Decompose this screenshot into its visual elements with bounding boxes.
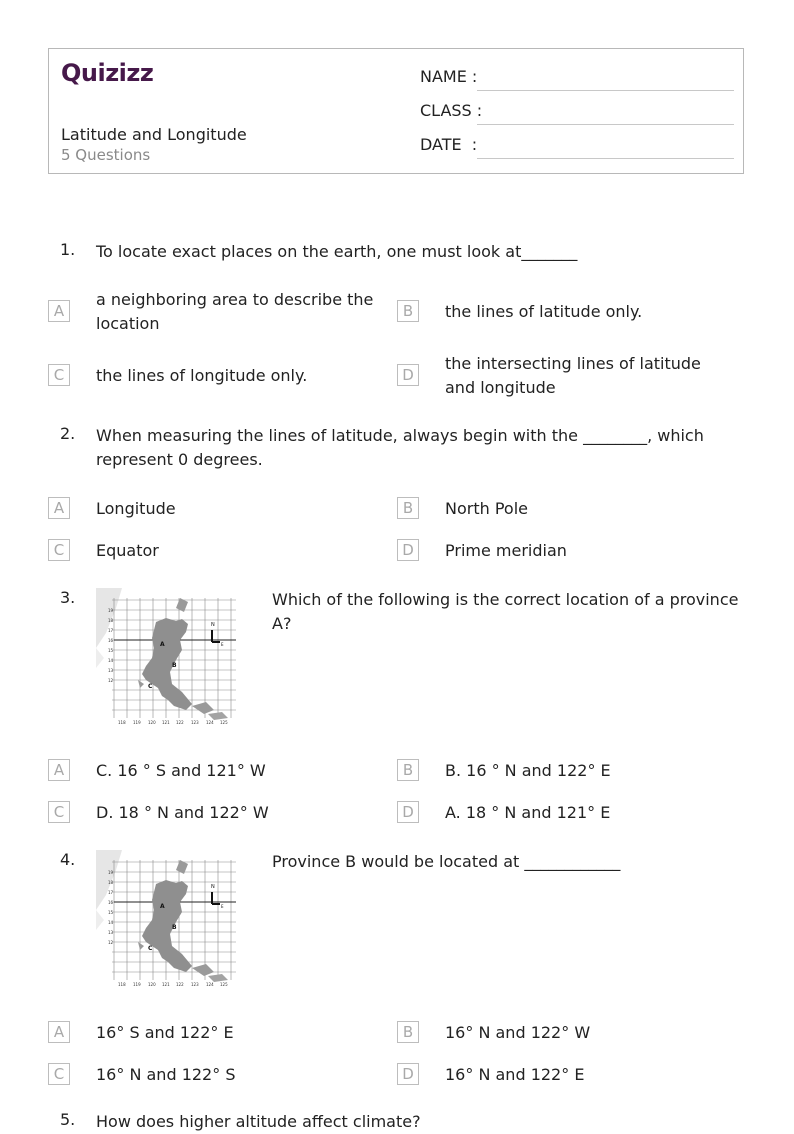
question-number: 5. bbox=[60, 1110, 76, 1129]
option-text: Prime meridian bbox=[445, 541, 567, 560]
option-text: a neighboring area to describe the location bbox=[96, 290, 374, 333]
option-letter-box: C bbox=[48, 364, 70, 386]
option-letter-box: A bbox=[48, 497, 70, 519]
option-text: A. 18 ° N and 121° E bbox=[445, 803, 611, 822]
option-text: 16° N and 122° S bbox=[96, 1065, 236, 1084]
class-label: CLASS : bbox=[420, 101, 483, 120]
option-text: 16° S and 122° E bbox=[96, 1023, 234, 1042]
option-letter-box: D bbox=[397, 364, 419, 386]
y-tick: 15 bbox=[108, 648, 114, 653]
x-tick: 124 bbox=[206, 720, 214, 725]
option-letter-box: D bbox=[397, 1063, 419, 1085]
y-tick: 18 bbox=[108, 880, 114, 885]
map-label-c: C bbox=[148, 683, 153, 690]
x-tick: 123 bbox=[191, 720, 199, 725]
date-label: DATE : bbox=[420, 135, 478, 154]
option-text: 16° N and 122° E bbox=[445, 1065, 585, 1084]
y-tick: 14 bbox=[108, 920, 114, 925]
option-text: the intersecting lines of latitude and longitude bbox=[445, 354, 701, 397]
option-letter-box: C bbox=[48, 801, 70, 823]
question-number: 2. bbox=[60, 424, 76, 443]
y-tick: 15 bbox=[108, 910, 114, 915]
question-text: Which of the following is the correct location of a province A? bbox=[272, 590, 739, 633]
x-tick: 124 bbox=[206, 982, 214, 987]
option-letter-box: B bbox=[397, 759, 419, 781]
compass-east: E bbox=[221, 642, 224, 647]
question-text: To locate exact places on the earth, one must look at_______ bbox=[96, 242, 578, 261]
x-tick: 118 bbox=[118, 982, 126, 987]
question-number: 3. bbox=[60, 588, 76, 607]
option-text: Longitude bbox=[96, 499, 176, 518]
option-letter-box: D bbox=[397, 801, 419, 823]
question-text: Province B would be located at ____________ bbox=[272, 852, 621, 871]
y-tick: 12 bbox=[108, 678, 114, 683]
option-text: C. 16 ° S and 121° W bbox=[96, 761, 266, 780]
y-tick: 19 bbox=[108, 870, 114, 875]
compass-east: E bbox=[221, 904, 224, 909]
y-tick: 18 bbox=[108, 618, 114, 623]
x-tick: 122 bbox=[176, 720, 184, 725]
x-tick: 125 bbox=[220, 982, 228, 987]
option-letter-box: C bbox=[48, 1063, 70, 1085]
y-tick: 16 bbox=[108, 638, 114, 643]
map-label-b: B bbox=[172, 924, 177, 931]
map-label-b: B bbox=[172, 662, 177, 669]
option-letter-box: A bbox=[48, 1021, 70, 1043]
option-letter-box: A bbox=[48, 300, 70, 322]
x-tick: 122 bbox=[176, 982, 184, 987]
question-text: When measuring the lines of latitude, always begin with the ________, which represent 0 degrees. bbox=[96, 426, 704, 469]
question-count: 5 Questions bbox=[61, 146, 151, 164]
class-line[interactable] bbox=[477, 124, 734, 125]
map-image bbox=[96, 850, 236, 990]
option-text: B. 16 ° N and 122° E bbox=[445, 761, 611, 780]
date-field[interactable] bbox=[420, 135, 734, 159]
option-letter-box: B bbox=[397, 300, 419, 322]
x-tick: 120 bbox=[148, 720, 156, 725]
option-text: Equator bbox=[96, 541, 159, 560]
option-text: the lines of longitude only. bbox=[96, 366, 308, 385]
y-tick: 13 bbox=[108, 668, 114, 673]
name-field[interactable] bbox=[420, 67, 734, 91]
y-tick: 17 bbox=[108, 628, 114, 633]
map-label-c: C bbox=[148, 945, 153, 952]
y-tick: 19 bbox=[108, 608, 114, 613]
option-text: 16° N and 122° W bbox=[445, 1023, 591, 1042]
map-image bbox=[96, 588, 236, 728]
option-text: North Pole bbox=[445, 499, 528, 518]
option-letter-box: C bbox=[48, 539, 70, 561]
x-tick: 125 bbox=[220, 720, 228, 725]
x-tick: 121 bbox=[162, 720, 170, 725]
option-letter-box: B bbox=[397, 497, 419, 519]
y-tick: 12 bbox=[108, 940, 114, 945]
question-text: How does higher altitude affect climate? bbox=[96, 1112, 421, 1131]
y-tick: 17 bbox=[108, 890, 114, 895]
compass-north: N bbox=[211, 622, 215, 628]
quizizz-logo: Quizizz bbox=[61, 59, 154, 87]
y-tick: 14 bbox=[108, 658, 114, 663]
x-tick: 119 bbox=[133, 720, 141, 725]
date-line[interactable] bbox=[477, 158, 734, 159]
map-label-a: A bbox=[160, 903, 165, 910]
y-tick: 13 bbox=[108, 930, 114, 935]
name-line[interactable] bbox=[477, 90, 734, 91]
x-tick: 118 bbox=[118, 720, 126, 725]
map-label-a: A bbox=[160, 641, 165, 648]
name-label: NAME : bbox=[420, 67, 478, 86]
x-tick: 121 bbox=[162, 982, 170, 987]
x-tick: 120 bbox=[148, 982, 156, 987]
option-letter-box: B bbox=[397, 1021, 419, 1043]
y-tick: 16 bbox=[108, 900, 114, 905]
question-number: 1. bbox=[60, 240, 76, 259]
x-tick: 119 bbox=[133, 982, 141, 987]
class-field[interactable] bbox=[420, 101, 734, 125]
option-text: D. 18 ° N and 122° W bbox=[96, 803, 269, 822]
worksheet-title: Latitude and Longitude bbox=[61, 125, 247, 144]
option-letter-box: D bbox=[397, 539, 419, 561]
x-tick: 123 bbox=[191, 982, 199, 987]
question-number: 4. bbox=[60, 850, 76, 869]
worksheet-header bbox=[48, 48, 744, 174]
option-letter-box: A bbox=[48, 759, 70, 781]
compass-north: N bbox=[211, 884, 215, 890]
option-text: the lines of latitude only. bbox=[445, 302, 643, 321]
